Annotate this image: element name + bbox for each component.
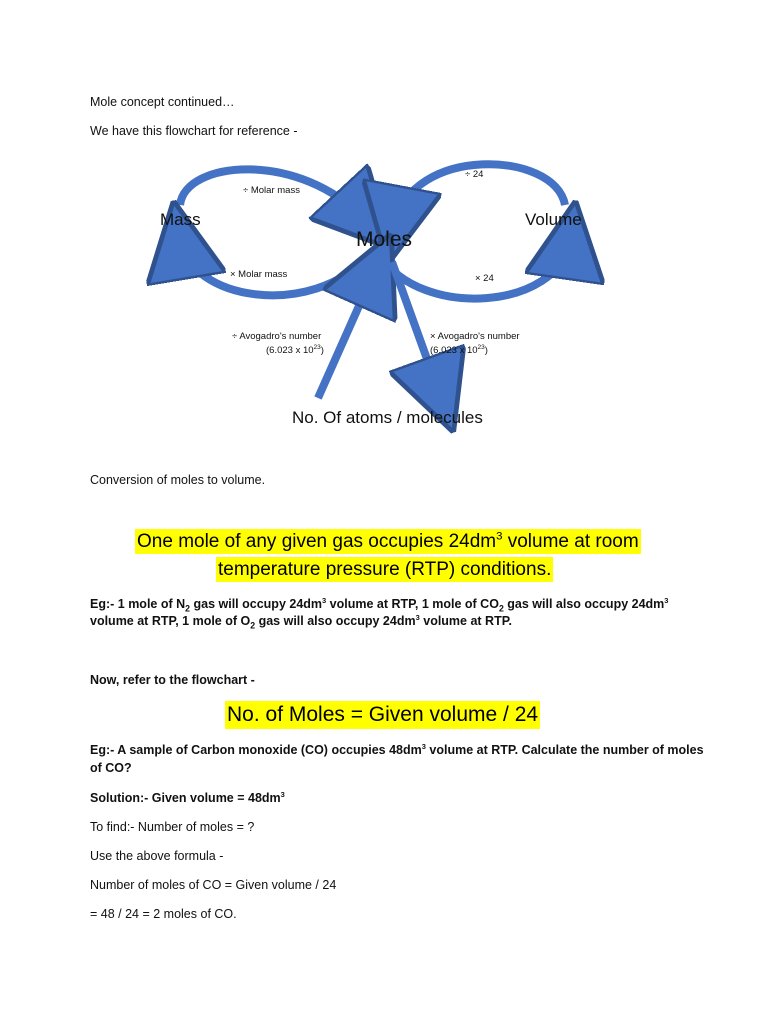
refer-flowchart: Now, refer to the flowchart - <box>90 673 255 687</box>
intro-title: Mole concept continued… <box>90 95 235 109</box>
highlight-statement-line2: temperature pressure (RTP) conditions. <box>218 559 552 580</box>
formula-moles: No. of Moles = Given volume / 24 <box>225 701 540 729</box>
label-mul-molar-mass: × Molar mass <box>230 269 288 280</box>
intro-subtitle: We have this flowchart for reference - <box>90 124 298 138</box>
solution-calc1: Number of moles of CO = Given volume / 24 <box>90 878 337 892</box>
arrow-atoms-to-moles <box>318 270 375 398</box>
node-mass: Mass <box>160 210 201 229</box>
label-div-avogadro-value: (6.023 x $10^{23}$) <box>266 344 324 356</box>
node-volume: Volume <box>525 210 582 229</box>
solution-to-find: To find:- Number of moles = ? <box>90 820 255 834</box>
solution-given: Solution:- Given volume = $48dm^3$ <box>90 789 285 805</box>
label-mul-24: × 24 <box>475 273 494 284</box>
label-mul-avogadro: × Avogadro's number <box>430 331 520 342</box>
example1-line2: volume at RTP, 1 mole of $O_2$ gas will also occupy $24dm^3$ volume at RTP. <box>90 612 512 631</box>
section-heading: Conversion of moles to volume. <box>90 473 266 487</box>
arrow-moles-to-mass <box>180 240 370 295</box>
example2-line1: Eg:- A sample of Carbon monoxide (CO) occupies $48dm^3$ volume at RTP. Calculate the number of moles <box>90 741 704 757</box>
label-div-24: ÷ 24 <box>465 169 484 180</box>
example2-line2: of CO? <box>90 761 132 775</box>
node-moles: Moles <box>356 228 413 251</box>
highlight-statement-line1: One mole of any given gas occupies $24dm^3$ volume at room <box>137 530 639 552</box>
label-mul-avogadro-value: (6.023 x $10^{23}$) <box>430 344 488 356</box>
label-div-molar-mass: ÷ Molar mass <box>243 185 300 196</box>
label-div-avogadro: ÷ Avogadro's number <box>232 331 322 342</box>
solution-use-formula: Use the above formula - <box>90 849 224 863</box>
mole-flowchart <box>0 0 768 440</box>
solution-calc2: = 48 / 24 = 2 moles of CO. <box>90 907 237 921</box>
example1-line1: Eg:- 1 mole of $N_2$ gas will occupy $24dm^3$ volume at RTP, 1 mole of $CO_2$ gas will also occupy $24dm^3$ <box>90 595 669 614</box>
node-atoms: No. Of atoms / molecules <box>292 408 483 427</box>
